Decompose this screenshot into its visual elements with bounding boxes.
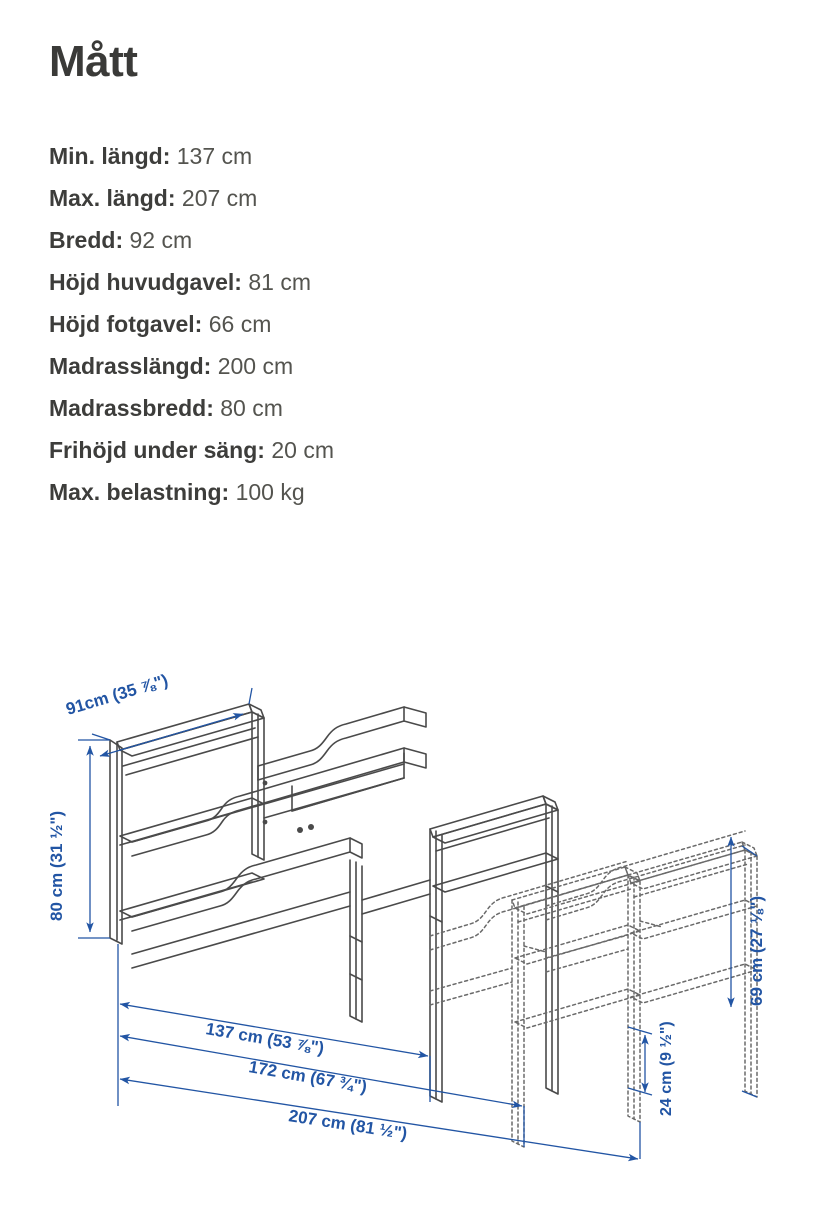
bed-extension-dotted [430, 831, 757, 1147]
guard-rail-bottom-curve [258, 721, 404, 780]
spec-row-hojd-fotgavel [49, 303, 749, 345]
lower-slat-board-bottom [132, 906, 350, 968]
headboard-mid-rail [120, 798, 264, 842]
spec-row-frihojd-under-sang [49, 429, 749, 471]
ext2-mid-rail [631, 900, 757, 939]
ext-line-91-left [92, 734, 110, 740]
label-length-max: 207 cm (81 ½") [287, 1106, 409, 1144]
ext1-bottom-rail [515, 989, 640, 1028]
label-height-foot: 69 cm (27 ⅛") [747, 895, 766, 1006]
spec-value: 92 cm [129, 227, 193, 253]
footboard-mid-rail [433, 853, 558, 892]
measurements-list [49, 135, 749, 513]
lower-rail-bottom-curve [132, 852, 350, 931]
headboard-left-post [110, 740, 122, 944]
headboard-panel-line-a [123, 728, 255, 766]
spec-label: Madrasslängd: [49, 353, 212, 379]
spec-value: 100 kg [235, 479, 305, 505]
dimension-diagram [0, 636, 828, 1212]
dim-line-91 [100, 714, 243, 756]
spec-label: Max. längd: [49, 185, 176, 211]
spec-label: Frihöjd under säng: [49, 437, 265, 463]
spec-row-madrassbredd [49, 387, 749, 429]
headboard-bottom-rail [120, 873, 264, 917]
spec-label: Höjd huvudgavel: [49, 269, 242, 295]
spec-label: Max. belastning: [49, 479, 230, 505]
slat-support-board-edge [292, 778, 404, 811]
label-height-head: 80 cm (31 ½") [47, 810, 66, 921]
label-length-min: 137 cm (53 ⅞") [204, 1019, 326, 1058]
bed-frame-drawing [0, 636, 828, 1212]
ext-line-69-bottom [742, 1091, 757, 1097]
spec-value: 207 cm [181, 185, 258, 211]
spec-row-min-langd [49, 135, 749, 177]
spec-value: 200 cm [217, 353, 294, 379]
dowel-hole [263, 781, 268, 786]
spec-row-max-langd [49, 177, 749, 219]
spec-value: 66 cm [208, 311, 272, 337]
page-title: Mått [49, 37, 138, 86]
spec-row-bredd [49, 219, 749, 261]
label-width-top: 91cm (35 ⅞") [63, 670, 171, 719]
dimension-annotations [78, 688, 757, 1159]
spec-row-max-belastning [49, 471, 749, 513]
dowel-hole [308, 824, 314, 830]
dowel-hole [297, 827, 303, 833]
guard-rail-end-cap [404, 707, 426, 727]
spec-label: Höjd fotgavel: [49, 311, 203, 337]
ext1-top-rail-end [625, 867, 640, 881]
lower-rail-end [350, 838, 362, 858]
label-length-mid: 172 cm (67 ¾") [247, 1057, 369, 1097]
lower-slat-board-top [132, 892, 350, 954]
ext-connector-b [640, 921, 662, 927]
dimension-labels [47, 671, 766, 1144]
spec-row-hojd-huvudgavel [49, 261, 749, 303]
lower-rail-top-curve [132, 838, 350, 917]
label-gap-under: 24 cm (9 ½") [658, 1021, 675, 1116]
headboard-top-rail-top [120, 712, 264, 756]
front-side-rail-end [404, 748, 426, 768]
spec-label: Bredd: [49, 227, 124, 253]
spec-value: 20 cm [271, 437, 334, 463]
spec-value: 137 cm [176, 143, 253, 169]
spec-label: Madrassbredd: [49, 395, 214, 421]
spec-value: 80 cm [220, 395, 283, 421]
guard-rail-top-curve [258, 707, 404, 766]
spec-label: Min. längd: [49, 143, 171, 169]
bed-frame-solid [110, 704, 558, 1102]
dowel-hole [263, 820, 268, 825]
ext-line-91-right [249, 688, 252, 704]
ext2-bottom-rail [631, 964, 757, 1003]
spec-value: 81 cm [248, 269, 311, 295]
ext1-mid-rail [515, 925, 640, 964]
spec-row-madrasslangd [49, 345, 749, 387]
ext-connector-a [524, 946, 546, 952]
